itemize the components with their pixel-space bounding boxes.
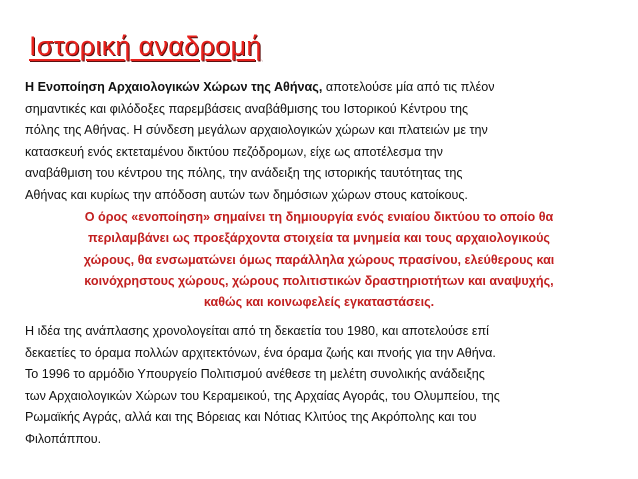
history-line: των Αρχαιολογικών Χώρων του Κεραμεικού, της Αρχαίας Αγοράς, του Ολυμπείου, της bbox=[25, 388, 500, 403]
intro-line-text: αποτελούσε μία από τις πλέον bbox=[322, 80, 495, 94]
history-paragraph bbox=[25, 321, 500, 450]
definition-line: Ο όρος «ενοποίηση» σημαίνει τη δημιουργία ενός ενιαίου δικτύου το οποίο θα bbox=[84, 210, 554, 224]
intro-line: αναβάθμιση του κέντρου της πόλης, την ανάδειξη της ιστορικής ταυτότητας της bbox=[25, 166, 463, 180]
history-line: Η ιδέα της ανάπλασης χρονολογείται από τη δεκαετία του 1980, και αποτελούσε επί bbox=[25, 324, 489, 338]
history-line: δεκαετίες το όραμα πολλών αρχιτεκτόνων, ένα όραμα ζωής και πνοής για την Αθήνα. bbox=[25, 345, 496, 360]
history-line: Το 1996 το αρμόδιο Υπουργείο Πολιτισμού ανέθεσε τη μελέτη συνολικής ανάδειξης bbox=[25, 367, 485, 381]
intro-line bbox=[25, 77, 495, 99]
definition-paragraph bbox=[30, 207, 608, 313]
definition-line: χώρους, θα ενσωματώνει όμως παράλληλα χώρους πρασίνου, ελεύθερους και bbox=[83, 252, 555, 267]
definition-line: περιλαμβάνει ως προεξάρχοντα στοιχεία τα μνημεία και τους αρχαιολογικούς bbox=[88, 231, 550, 246]
intro-line: πόλης της Αθήνας. Η σύνδεση μεγάλων αρχαιολογικών χώρων και πλατειών με την bbox=[25, 123, 488, 137]
intro-bold-lead: Η Ενοποίηση Αρχαιολογικών Χώρων της Αθήνας, bbox=[25, 80, 323, 94]
history-line: Ρωμαϊκής Αγράς, αλλά και της Βόρειας και Νότιας Κλιτύος της Ακρόπολης και του bbox=[25, 410, 477, 424]
intro-line: κατασκευή ενός εκτεταμένου δικτύου πεζόδρομων, είχε ως αποτέλεσμα την bbox=[25, 144, 443, 159]
intro-line: σημαντικές και φιλόδοξες παρεμβάσεις αναβάθμισης του Ιστορικού Κέντρου της bbox=[25, 101, 469, 116]
intro-line: Αθήνας και κυρίως την απόδοση αυτών των δημόσιων χώρων στους κατοίκους. bbox=[25, 187, 468, 202]
page-title: Ιστορική αναδρομή bbox=[29, 31, 262, 61]
definition-line: κοινόχρηστους χώρους, χώρους πολιτιστικών δραστηριοτήτων και αναψυχής, bbox=[84, 273, 554, 288]
history-line: Φιλοπάππου. bbox=[25, 431, 102, 446]
intro-paragraph bbox=[25, 77, 495, 206]
definition-line: καθώς και κοινωφελείς εγκαταστάσεις. bbox=[203, 295, 435, 310]
